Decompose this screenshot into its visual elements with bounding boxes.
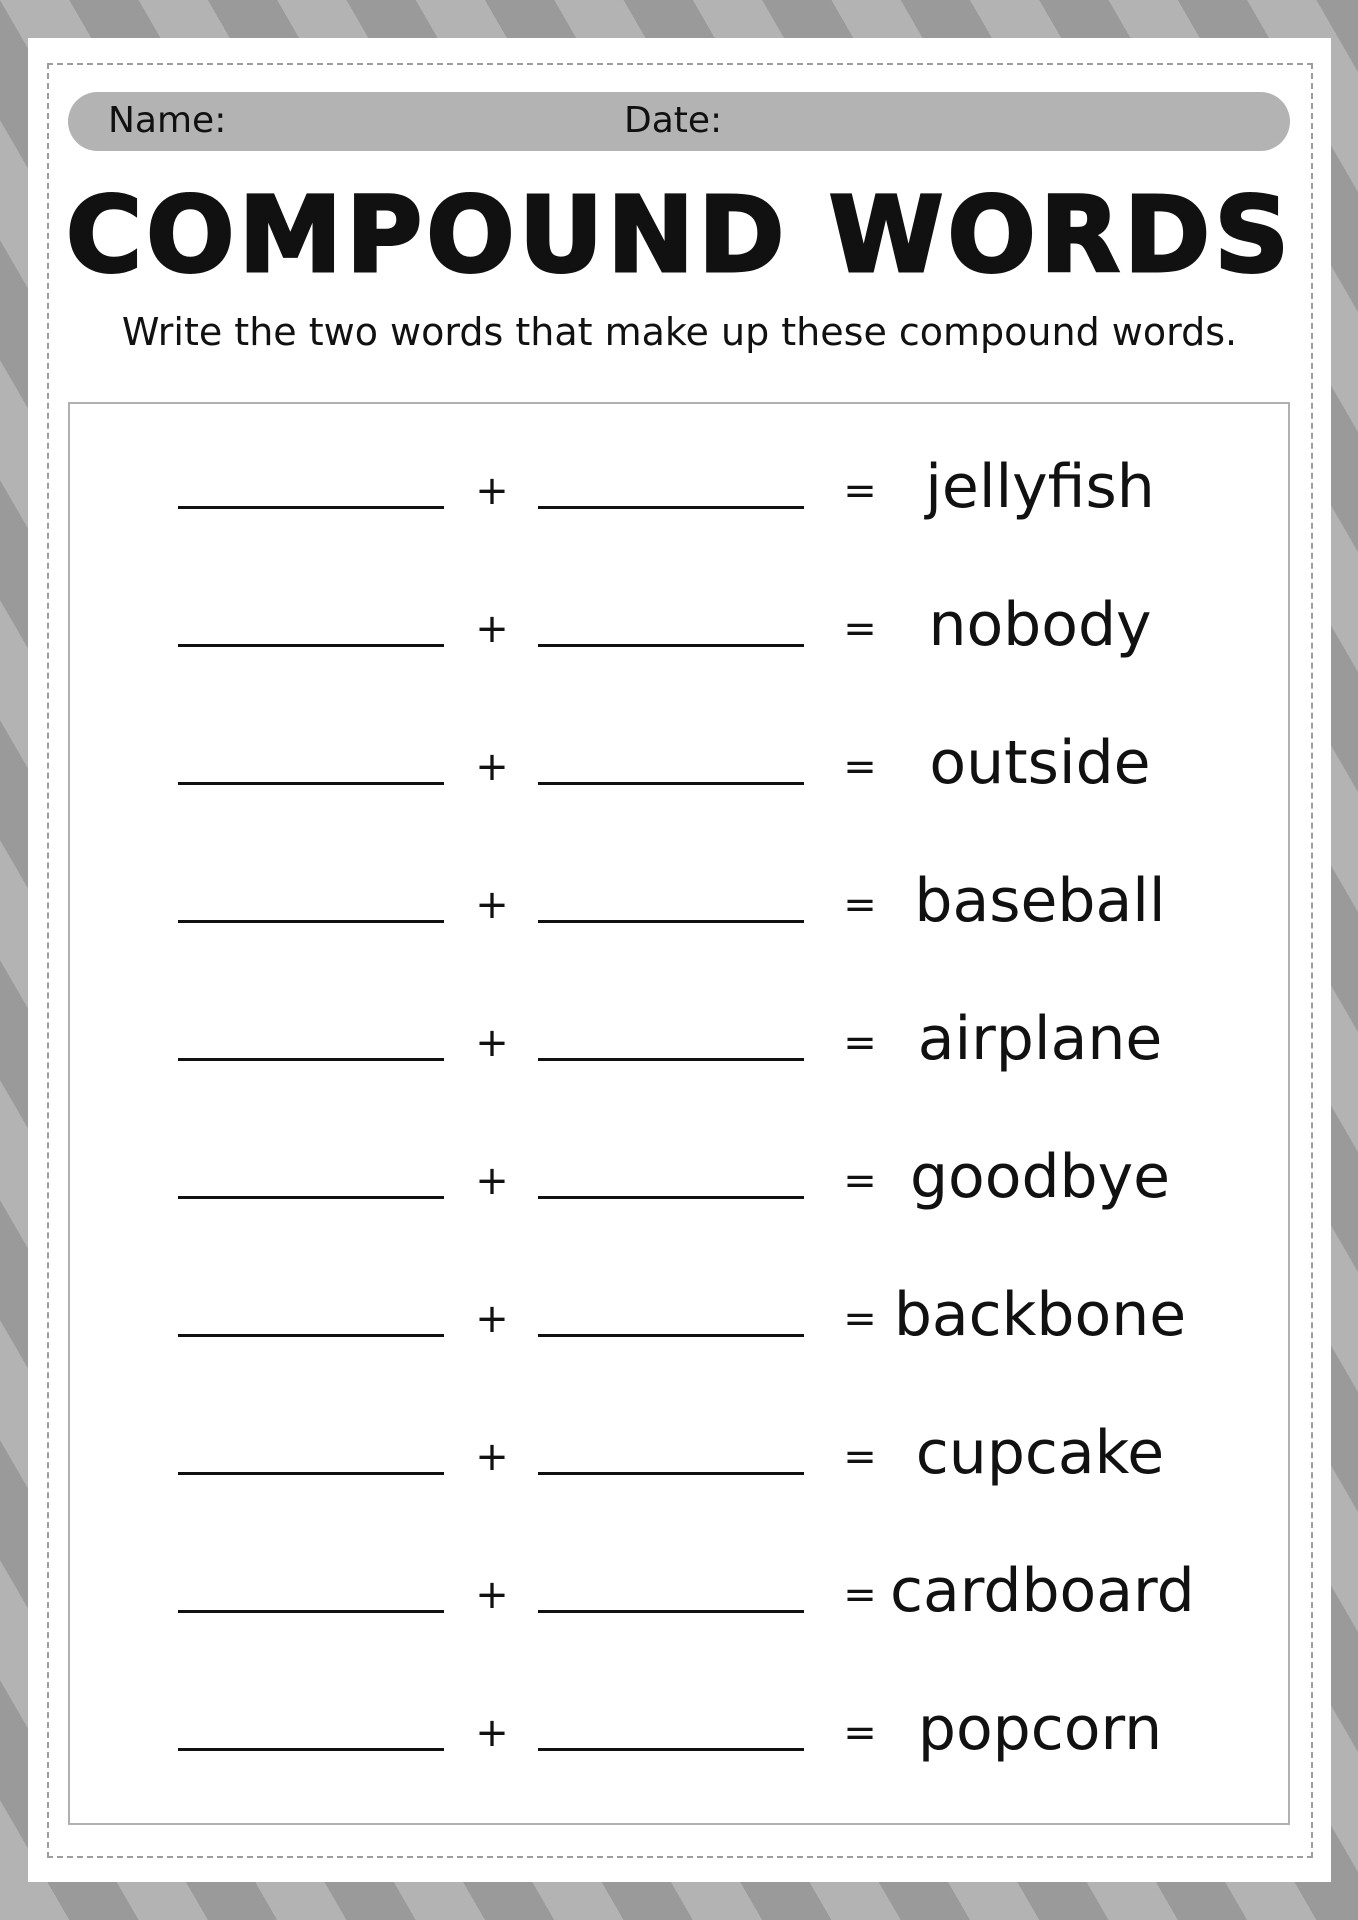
equals-sign: = <box>843 1158 877 1204</box>
compound-word: backbone <box>893 1280 1187 1350</box>
plus-sign: + <box>475 1434 509 1480</box>
answer-blank-second[interactable] <box>538 782 804 785</box>
answer-blank-second[interactable] <box>538 1058 804 1061</box>
answer-blank-first[interactable] <box>178 1058 444 1061</box>
plus-sign: + <box>475 468 509 514</box>
answer-blank-second[interactable] <box>538 1472 804 1475</box>
exercise-row <box>70 1546 1288 1646</box>
answer-blank-first[interactable] <box>178 1610 444 1613</box>
answer-blank-first[interactable] <box>178 1748 444 1751</box>
compound-word: popcorn <box>917 1694 1163 1764</box>
exercise-row <box>70 718 1288 818</box>
exercise-row <box>70 1408 1288 1508</box>
exercise-row <box>70 1684 1288 1784</box>
compound-word: goodbye <box>909 1142 1171 1212</box>
equals-sign: = <box>843 1020 877 1066</box>
worksheet-title: COMPOUND WORDS <box>65 174 1294 296</box>
exercise-box <box>68 402 1290 1825</box>
answer-blank-second[interactable] <box>538 1334 804 1337</box>
compound-word: airplane <box>917 1004 1163 1074</box>
answer-blank-first[interactable] <box>178 782 444 785</box>
answer-blank-first[interactable] <box>178 1334 444 1337</box>
plus-sign: + <box>475 744 509 790</box>
equals-sign: = <box>843 1434 877 1480</box>
worksheet-page <box>28 38 1331 1882</box>
compound-word: baseball <box>914 866 1166 936</box>
plus-sign: + <box>475 1020 509 1066</box>
instruction-text: Write the two words that make up these compound words. <box>121 310 1238 354</box>
equals-sign: = <box>843 882 877 928</box>
answer-blank-second[interactable] <box>538 920 804 923</box>
exercise-row <box>70 1132 1288 1232</box>
answer-blank-second[interactable] <box>538 1748 804 1751</box>
exercise-row <box>70 856 1288 956</box>
compound-word: cupcake <box>915 1418 1165 1488</box>
answer-blank-second[interactable] <box>538 644 804 647</box>
date-label: Date: <box>624 100 723 141</box>
plus-sign: + <box>475 882 509 928</box>
plus-sign: + <box>475 606 509 652</box>
answer-blank-second[interactable] <box>538 506 804 509</box>
answer-blank-second[interactable] <box>538 1610 804 1613</box>
compound-word: cardboard <box>890 1556 1195 1626</box>
compound-word: nobody <box>928 590 1152 660</box>
plus-sign: + <box>475 1296 509 1342</box>
plus-sign: + <box>475 1158 509 1204</box>
equals-sign: = <box>843 606 877 652</box>
equals-sign: = <box>843 1296 877 1342</box>
plus-sign: + <box>475 1572 509 1618</box>
exercise-row <box>70 580 1288 680</box>
exercise-row <box>70 442 1288 542</box>
answer-blank-first[interactable] <box>178 1196 444 1199</box>
equals-sign: = <box>843 1572 877 1618</box>
name-label: Name: <box>108 100 227 141</box>
compound-word: outside <box>929 728 1151 798</box>
equals-sign: = <box>843 744 877 790</box>
answer-blank-first[interactable] <box>178 1472 444 1475</box>
exercise-row <box>70 1270 1288 1370</box>
answer-blank-first[interactable] <box>178 920 444 923</box>
exercise-row <box>70 994 1288 1094</box>
answer-blank-second[interactable] <box>538 1196 804 1199</box>
equals-sign: = <box>843 1710 877 1756</box>
plus-sign: + <box>475 1710 509 1756</box>
answer-blank-first[interactable] <box>178 644 444 647</box>
equals-sign: = <box>843 468 877 514</box>
compound-word: jellyfish <box>925 452 1155 522</box>
name-date-bar <box>68 92 1290 151</box>
answer-blank-first[interactable] <box>178 506 444 509</box>
